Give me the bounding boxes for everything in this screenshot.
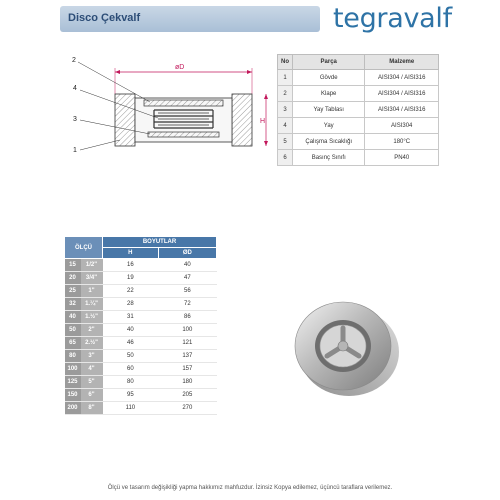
dim-table-row	[65, 376, 217, 389]
parts-cell-part: Gövde	[293, 70, 365, 86]
dim-cell-d: 121	[158, 337, 216, 350]
dim-cell-d: 56	[158, 285, 216, 298]
dim-table-body	[65, 259, 217, 415]
dim-cell-d: 100	[158, 324, 216, 337]
dim-cell-mm: 40	[65, 311, 81, 324]
height-arrow-top	[264, 94, 268, 99]
dim-cell-d: 270	[158, 402, 216, 415]
dim-cell-d: 157	[158, 363, 216, 376]
dim-cell-mm: 100	[65, 363, 81, 376]
dim-table-row	[65, 389, 217, 402]
height-label: H	[260, 118, 266, 125]
height-arrow-bottom	[264, 141, 268, 146]
valve-disc	[144, 100, 223, 106]
dim-table-row	[65, 298, 217, 311]
dim-cell-inch: 5"	[81, 376, 103, 389]
dim-col-d: ØD	[158, 248, 216, 259]
dim-table-row	[65, 337, 217, 350]
page-title: Disco Çekvalf	[68, 12, 141, 24]
dim-cell-mm: 15	[65, 259, 81, 272]
dim-cell-d: 72	[158, 298, 216, 311]
dim-cell-inch: 3"	[81, 350, 103, 363]
parts-cell-part: Yay Tablası	[293, 102, 365, 118]
dim-cell-h: 40	[103, 324, 159, 337]
dim-cell-h: 19	[103, 272, 159, 285]
dim-col-h: H	[103, 248, 159, 259]
dim-cell-inch: 1.½"	[81, 311, 103, 324]
dim-cell-d: 180	[158, 376, 216, 389]
footer-note: Ölçü ve tasarım değişikliği yapma hakkımız mahfuzdur. İzinsiz Kopya edilemez, üçüncü taraflara verilemez.	[107, 485, 393, 491]
dim-cell-inch: 2"	[81, 324, 103, 337]
parts-table-row	[278, 86, 439, 102]
dim-cell-inch: 3/4"	[81, 272, 103, 285]
parts-cell-material: AISI304 / AISI316	[365, 102, 439, 118]
dim-cell-mm: 32	[65, 298, 81, 311]
callout-3: 3	[73, 116, 77, 123]
dim-cell-mm: 200	[65, 402, 81, 415]
dim-cell-d: 205	[158, 389, 216, 402]
parts-cell-no: 6	[278, 150, 293, 166]
diameter-arrow-left	[115, 70, 120, 74]
dim-cell-h: 60	[103, 363, 159, 376]
dim-col-size: ÖLÇÜ	[65, 237, 103, 259]
parts-cell-part: Basınç Sınıfı	[293, 150, 365, 166]
dim-cell-inch: 1.¼"	[81, 298, 103, 311]
callout-leader-1	[80, 140, 120, 150]
dim-table-row	[65, 311, 217, 324]
parts-table-row	[278, 118, 439, 134]
dim-table-row	[65, 402, 217, 415]
dim-cell-mm: 50	[65, 324, 81, 337]
product-disc-center	[338, 341, 348, 351]
dim-table-row	[65, 272, 217, 285]
dim-cell-mm: 25	[65, 285, 81, 298]
parts-cell-material: AISI304 / AISI316	[365, 86, 439, 102]
title-banner	[60, 6, 320, 32]
parts-cell-no: 3	[278, 102, 293, 118]
dim-cell-mm: 65	[65, 337, 81, 350]
spring-retainer	[148, 132, 219, 137]
valve-section-drawing	[68, 50, 278, 170]
diameter-arrow-right	[247, 70, 252, 74]
dim-cell-h: 46	[103, 337, 159, 350]
parts-cell-part: Klape	[293, 86, 365, 102]
dim-table-row	[65, 363, 217, 376]
callout-1: 1	[73, 147, 77, 154]
dim-cell-h: 28	[103, 298, 159, 311]
callout-2: 2	[72, 57, 76, 64]
dim-cell-inch: 2.½"	[81, 337, 103, 350]
dim-cell-mm: 80	[65, 350, 81, 363]
parts-table-body	[278, 70, 439, 166]
valve-body-right	[232, 94, 252, 146]
dim-cell-inch: 8"	[81, 402, 103, 415]
parts-col-material: Malzeme	[365, 55, 439, 70]
parts-cell-no: 5	[278, 134, 293, 150]
dim-cell-inch: 4"	[81, 363, 103, 376]
dim-cell-h: 22	[103, 285, 159, 298]
parts-cell-material: PN40	[365, 150, 439, 166]
dim-cell-mm: 150	[65, 389, 81, 402]
parts-table-header	[278, 55, 439, 70]
parts-col-no: No	[278, 55, 293, 70]
parts-cell-part: Yay	[293, 118, 365, 134]
dim-cell-inch: 6"	[81, 389, 103, 402]
parts-cell-no: 4	[278, 118, 293, 134]
parts-cell-material: AISI304	[365, 118, 439, 134]
dim-cell-mm: 125	[65, 376, 81, 389]
product-photo	[283, 292, 403, 402]
parts-table-row	[278, 102, 439, 118]
dim-table-row	[65, 324, 217, 337]
dim-cell-mm: 20	[65, 272, 81, 285]
dim-cell-h: 95	[103, 389, 159, 402]
callout-leader-2	[78, 62, 150, 102]
dim-cell-d: 40	[158, 259, 216, 272]
parts-col-part: Parça	[293, 55, 365, 70]
dim-cell-d: 86	[158, 311, 216, 324]
parts-cell-no: 1	[278, 70, 293, 86]
parts-cell-material: 180°C	[365, 134, 439, 150]
diameter-label: øD	[175, 64, 185, 71]
parts-table-row	[278, 150, 439, 166]
parts-table	[277, 54, 439, 166]
brand-logo: tegravalf	[333, 3, 452, 34]
dim-cell-d: 47	[158, 272, 216, 285]
dim-table-header-top	[65, 237, 217, 248]
dim-cell-inch: 1/2"	[81, 259, 103, 272]
dimensions-table	[64, 236, 217, 415]
dim-cell-inch: 1"	[81, 285, 103, 298]
callout-4: 4	[73, 85, 77, 92]
dim-cell-h: 110	[103, 402, 159, 415]
dim-cell-h: 80	[103, 376, 159, 389]
dim-table-row	[65, 259, 217, 272]
valve-body-left	[115, 94, 135, 146]
dim-table-row	[65, 350, 217, 363]
dim-col-group: BOYUTLAR	[103, 237, 217, 248]
dim-cell-d: 137	[158, 350, 216, 363]
parts-table-row	[278, 70, 439, 86]
parts-cell-part: Çalışma Sıcaklığı	[293, 134, 365, 150]
dim-cell-h: 50	[103, 350, 159, 363]
dim-table-row	[65, 285, 217, 298]
dim-cell-h: 16	[103, 259, 159, 272]
parts-table-row	[278, 134, 439, 150]
parts-cell-material: AISI304 / AISI316	[365, 70, 439, 86]
parts-cell-no: 2	[278, 86, 293, 102]
dim-cell-h: 31	[103, 311, 159, 324]
